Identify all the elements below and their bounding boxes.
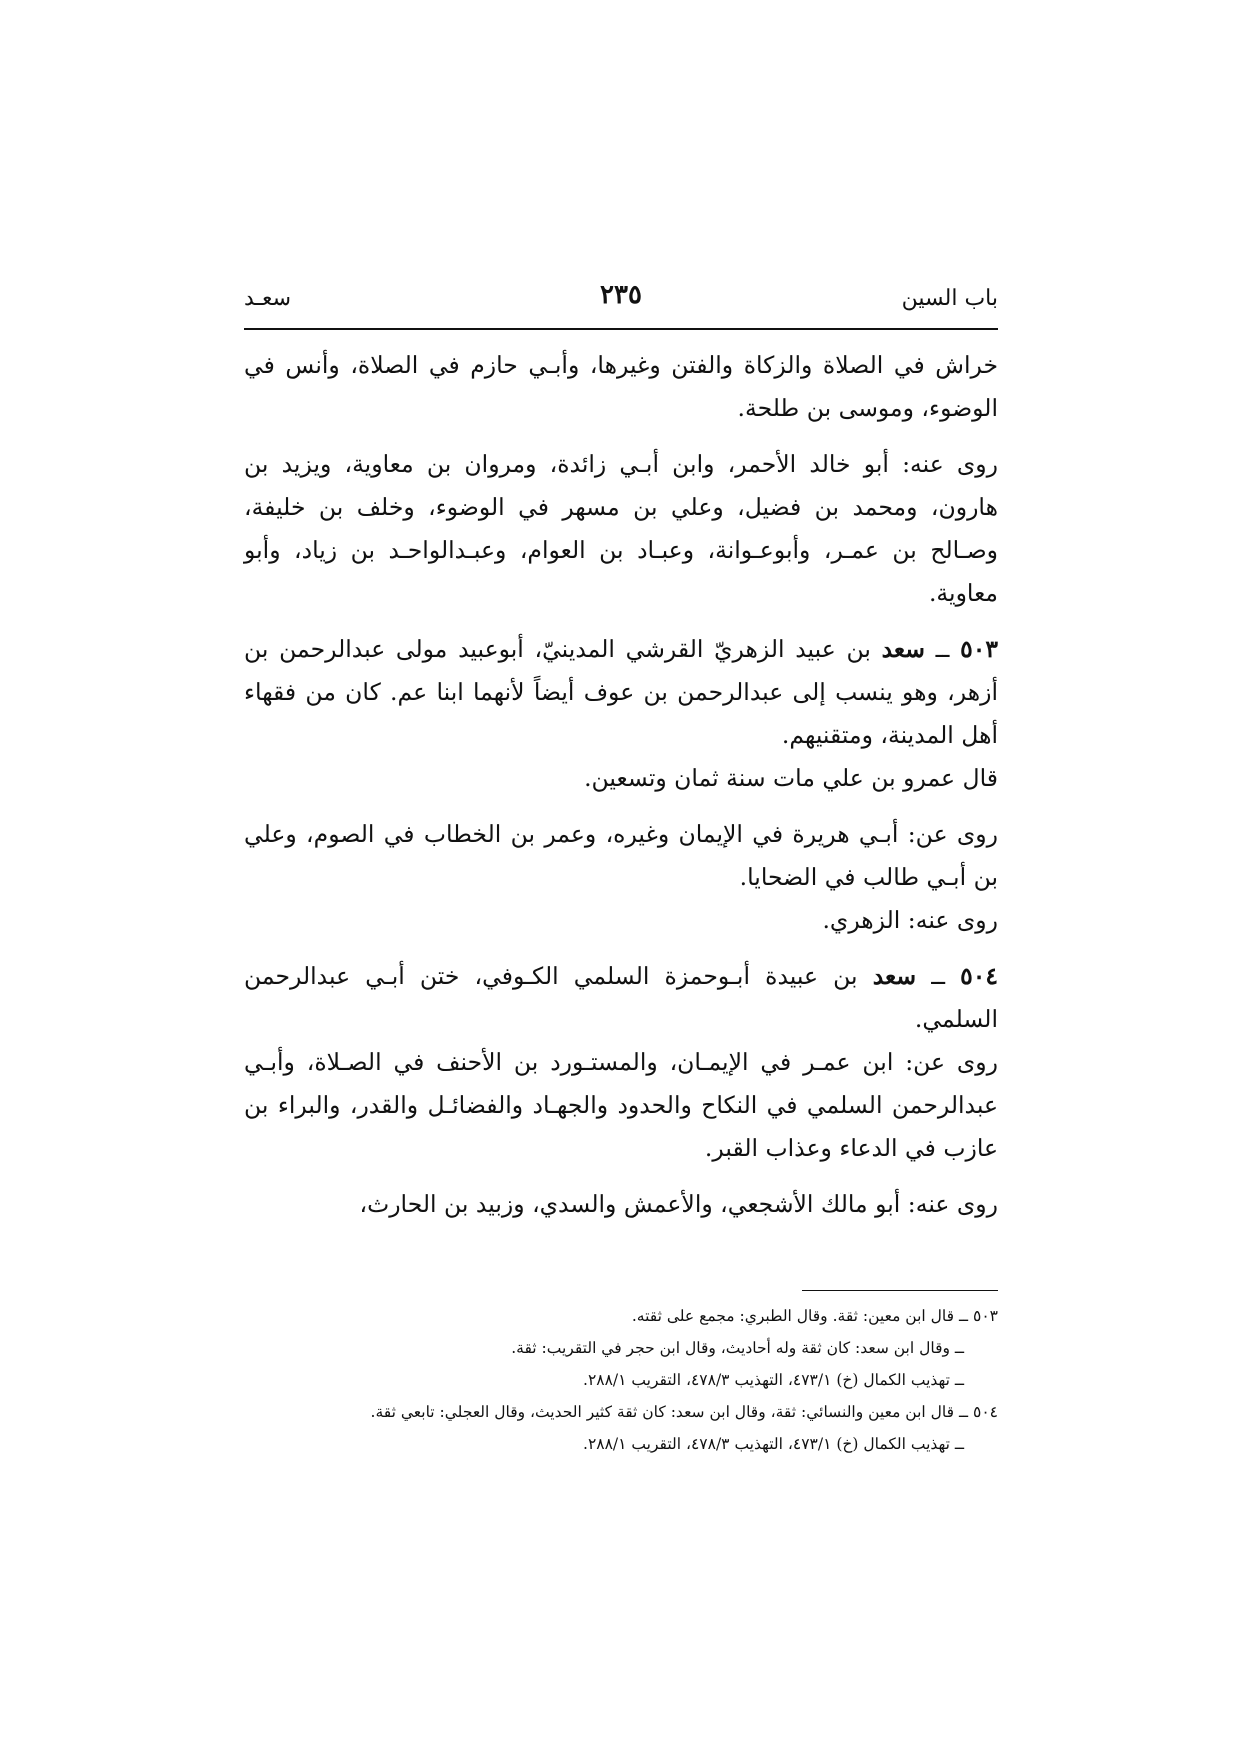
footnote: ٥٠٣ ــ قال ابن معين: ثقة. وقال الطبري: مجمع على ثقته. <box>631 1307 998 1325</box>
footnote: ــ تهذيب الكمال (خ) ٤٧٣/١، التهذيب ٤٧٨/٣، التقريب ٢٨٨/١. <box>583 1435 964 1453</box>
footnote: ــ تهذيب الكمال (خ) ٤٧٣/١، التهذيب ٤٧٨/٣، التقريب ٢٨٨/١. <box>583 1371 964 1389</box>
chapter-title: باب السين <box>901 286 998 311</box>
page-number: ٢٣٥ <box>600 280 642 310</box>
main-text <box>244 344 998 1239</box>
paragraph: روى عن: ابن عمـر في الإيمـان، والمستـورد بن الأحنف في الصـلاة، وأبـي عبدالرحمن السلمي في النكاح والحدود والجهـاد والفضائـل والقدر، والبراء بن عازب في الدعاء وعذاب القبر. <box>244 1048 998 1162</box>
paragraph: قال عمرو بن علي مات سنة ثمان وتسعين. <box>584 764 998 792</box>
paragraph: روى عنه: أبو مالك الأشجعي، والأعمش والسدي، وزبيد بن الحارث، <box>359 1190 998 1218</box>
running-title: سعـد <box>244 286 292 311</box>
paragraph: روى عنه: الزهري. <box>822 906 998 934</box>
footnote: ٥٠٤ ــ قال ابن معين والنسائي: ثقة، وقال ابن سعد: كان ثقة كثير الحديث، وقال العجلي: تابعي ثقة. <box>370 1403 998 1421</box>
paragraph: روى عن: أبـي هريرة في الإيمان وغيره، وعمر بن الخطاب في الصوم، وعلي بن أبـي طالب في الضحايا. <box>244 820 998 891</box>
entry-name: سعد <box>881 635 925 663</box>
paragraph: خراش في الصلاة والزكاة والفتن وغيرها، وأبـي حازم في الصلاة، وأنس في الوضوء، وموسى بن طلحة. <box>244 351 998 422</box>
footnote-rule <box>802 1290 998 1291</box>
entry-name: سعد <box>872 962 917 990</box>
page-header <box>244 280 998 324</box>
footnote: ــ وقال ابن سعد: كان ثقة وله أحاديث، وقال ابن حجر في التقريب: ثقة. <box>511 1339 964 1357</box>
header-rule <box>244 328 998 330</box>
entry-paragraph: ٥٠٤ ــ سعد بن عبيدة أبـوحمزة السلمي الكـوفي، ختن أبـي عبدالرحمن السلمي. <box>244 962 998 1033</box>
paragraph: روى عنه: أبو خالد الأحمر، وابن أبـي زائدة، ومروان بن معاوية، ويزيد بن هارون، ومحمد بن فضيل، وعلي بن مسهر في الوضوء، وخلف بن خليفة، وصـالح بن عمـر، وأبوعـوانة، وعبـاد بن العوام، وعبـدالواحـد بن زياد، وأبو معاوية. <box>244 450 998 607</box>
footnotes <box>244 1300 998 1460</box>
entry-paragraph: ٥٠٣ ــ سعد بن عبيد الزهريّ القرشي المدينيّ، أبوعبيد مولى عبدالرحمن بن أزهر، وهو ينسب إلى عبدالرحمن بن عوف أيضاً لأنهما ابنا عم. كان من فقهاء أهل المدينة، ومتقنيهم. <box>244 635 998 749</box>
entry-number: ٥٠٣ <box>960 635 998 663</box>
entry-number: ٥٠٤ <box>960 962 998 990</box>
